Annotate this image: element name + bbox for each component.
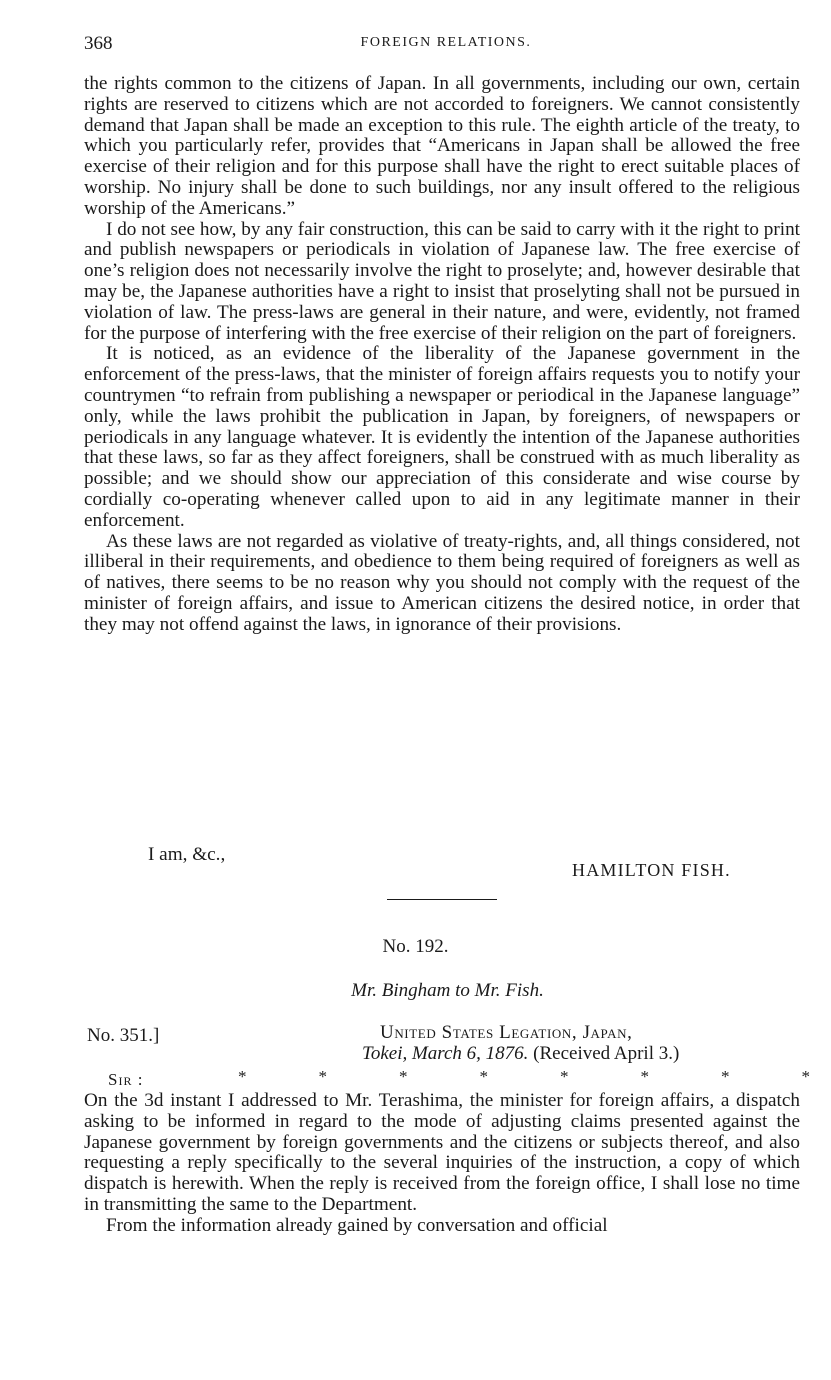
ellipsis-star: * — [801, 1067, 810, 1086]
date-line — [362, 1043, 679, 1065]
letter-body — [84, 74, 800, 636]
ellipsis-star: * — [560, 1067, 569, 1086]
paragraph: From the information already gained by conversation and official — [106, 1214, 608, 1236]
dispatch-body — [84, 1091, 800, 1237]
legation-heading — [380, 1022, 633, 1044]
paragraph: the rights common to the citizens of Japan. In all governments, including our own, certain rights are reserved to citizens which are not accorded to foreigners. We cannot consistently demand that Japan shall be made an exception to this rule. The eighth article of the treaty, to which you particularly refer, provides that “Americans in Japan shall be allowed the free exercise of their religion and for this purpose shall have the right to erect suitable places of worship. No injury shall be done to such buildings, nor any insult offered to the religious worship of the Americans.” — [84, 73, 800, 219]
paragraph: It is noticed, as an evidence of the liberality of the Japanese government in the enforcement of the press-laws, that the minister of foreign affairs requests you to notify your countrymen “to refrain from publishing a newspaper or periodical in the Japanese language” only, while the laws prohibit the publication in Japan, by foreigners, of newspapers or periodicals in any language whatever. It is evidently the intention of the Japanese authorities that these laws, so far as they affect foreigners, shall be construed with as much liberality as possible; and we should show our appreciation of this considerate and wise course by cordially co-operating whenever called upon to aid in any legitimate manner in their enforcement. — [84, 343, 800, 531]
ellipsis-stars — [238, 1067, 810, 1087]
place-date: Tokei, March 6, 1876. — [362, 1043, 529, 1064]
signature: HAMILTON FISH. — [572, 860, 731, 880]
paragraph: On the 3d instant I addressed to Mr. Terashima, the minister for foreign affairs, a dispatch asking to be informed in regard to the mode of adjusting claims presented against the Japanese government by foreign governments and the citizens or subjects thereof, and also requesting a reply specifically to the several inquiries of the instruction, a copy of which dispatch is herewith. When the reply is received from the foreign office, I shall lose no time in transmitting the same to the Department. — [84, 1090, 800, 1215]
ellipsis-star: * — [238, 1067, 247, 1086]
ellipsis-star: * — [721, 1067, 730, 1086]
dispatch-number: No. 351.] — [87, 1025, 160, 1046]
running-title: FOREIGN RELATIONS. — [360, 35, 532, 50]
salutation: Sir : — [108, 1070, 144, 1089]
salutation-line — [108, 1067, 810, 1090]
paragraph: As these laws are not regarded as violative of treaty-rights, and, all things considered, not illiberal in their requirements, and obedience to them being required of foreigners as well as of natives, there seems to be no reason why you should not comply with the request of the minister of foreign affairs, and issue to American citizens the desired notice, in order that they may not offend against the laws, in ignorance of their provisions. — [84, 530, 800, 635]
received-date: (Received April 3.) — [533, 1043, 680, 1064]
page-header — [84, 33, 808, 59]
closing-line: I am, &c., — [148, 844, 226, 865]
document-number: No. 192. — [382, 936, 449, 957]
paragraph: I do not see how, by any fair construction, this can be said to carry with it the right to print and publish newspapers or periodicals in violation of Japanese law. The free exercise of one’s religion does not necessarily involve the right to proselyte; and, however desirable that may be, the Japanese authorities have a right to insist that proselyting shall not be pursued in violation of law. The press-laws are general in their nature, and were, evidently, not framed for the purpose of interfering with the free exercise of their religion on the part of foreigners. — [84, 218, 800, 344]
ellipsis-star: * — [318, 1067, 327, 1086]
ellipsis-star: * — [399, 1067, 408, 1086]
ellipsis-star: * — [479, 1067, 488, 1086]
page-number: 368 — [84, 33, 113, 54]
legation-name: United States Legation, Japan, — [380, 1022, 633, 1043]
section-divider — [387, 899, 497, 900]
ellipsis-star: * — [640, 1067, 649, 1086]
correspondents-heading: Mr. Bingham to Mr. Fish. — [351, 980, 544, 1001]
